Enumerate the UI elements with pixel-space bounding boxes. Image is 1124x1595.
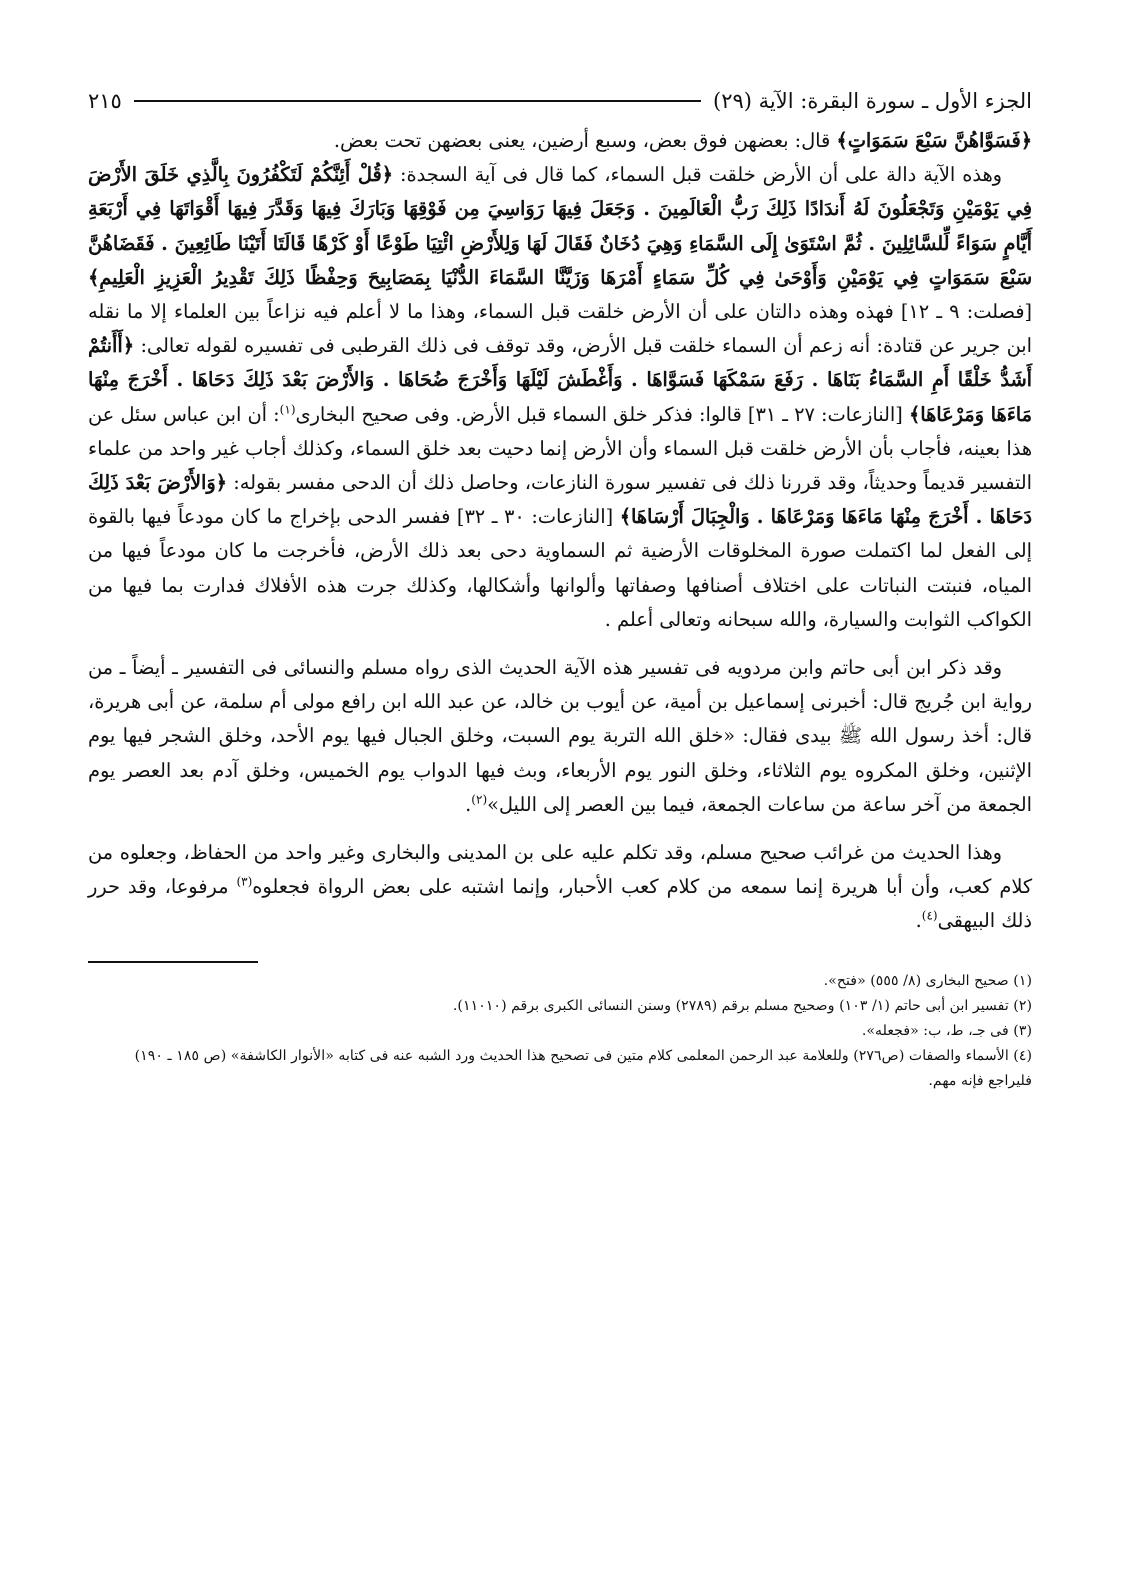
quran-verse: ﴿قُلْ أَئِنَّكُمْ لَتَكْفُرُونَ بِالَّذِي خَلَقَ الأَرْضَ فِي يَوْمَيْنِ وَتَجْعَلُونَ لَهُ أَندَادًا ذَلِكَ رَبُّ الْعَالَمِينَ . وَجَعَلَ فِيهَا رَوَاسِيَ مِن فَوْقِهَا وَبَارَكَ فِيهَا وَقَدَّرَ فِيهَا أَقْوَاتَهَا فِي أَرْبَعَةِ أَيَّامٍ سَوَاءً لِّلسَّائِلِينَ . ثُمَّ اسْتَوَىٰ إِلَى السَّمَاءِ وَهِيَ دُخَانٌ فَقَالَ لَهَا وَلِلأَرْضِ ائْتِيَا طَوْعًا أَوْ كَرْهًا قَالَتَا أَتَيْنَا طَائِعِينَ . فَقَضَاهُنَّ سَبْعَ سَمَوَاتٍ فِي يَوْمَيْنِ وَأَوْحَىٰ فِي كُلِّ سَمَاءٍ أَمْرَهَا وَزَيَّنَّا السَّمَاءَ الدُّنْيَا بِمَصَابِيحَ وَحِفْظًا ذَلِكَ تَقْدِيرُ الْعَزِيزِ الْعَلِيمِ﴾ [88, 163, 1032, 289]
quran-verse: ﴿وَالأَرْضَ بَعْدَ ذَلِكَ دَحَاهَا . أَخْرَجَ مِنْهَا مَاءَهَا وَمَرْعَاهَا . وَالْجِبَالَ أَرْسَاهَا﴾ [88, 471, 1032, 529]
text-run: وقد ذكر ابن أبى حاتم وابن مردويه فى تفسير هذه الآية الحديث الذى رواه مسلم والنسائى فى التفسير ـ أيضاً ـ من رواية ابن جُريج قال: أخبرنى إسماعيل بن أمية، عن أيوب بن خالد، عن عبد الله ابن رافع مولى أم سلمة، عن أبى هريرة، قال: أخذ رسول الله ﷺ بيدى فقال: «خلق الله التربة يوم السبت، وخلق الجبال فيها يوم الأحد، وخلق الشجر فيها يوم الإثنين، وخلق المكروه يوم الثلاثاء، وخلق النور يوم الأربعاء، وبث فيها الدواب يوم الخميس، وخلق آدم بعد العصر يوم الجمعة من آخر ساعة من ساعات الجمعة، فيما بين العصر إلى الليل» [88, 656, 1032, 816]
footnote-2: (٢) تفسير ابن أبى حاتم (١/ ١٠٣) وصحيح مسلم برقم (٢٧٨٩) وسنن النسائى الكبرى برقم (١١٠١٠). [452, 997, 1032, 1014]
text-run: . [465, 792, 472, 816]
text-run: مرفوعا، وقد حرر ذلك البيهقى [88, 875, 1032, 933]
text-run: [فصلت: ٩ ـ ١٢] فهذه وهذه دالتان على أن الأرض خلقت قبل السماء، وهذا ما لا أعلم فيه نزاعاً بين العلماء إلا ما نقله ابن جرير عن قتادة: أنه زعم أن السماء خلقت قبل الأرض، وقد توقف فى ذلك القرطبى فى تفسيره لقوله تعالى: [88, 300, 1032, 358]
text-run: . [915, 909, 922, 933]
paragraph [88, 836, 1032, 939]
quran-verse: ﴿فَسَوَّاهُنَّ سَبْعَ سَمَوَاتٍ﴾ [836, 129, 1032, 152]
footnote-separator [88, 961, 258, 963]
text-run: وهذا الحديث من غرائب صحيح مسلم، وقد تكلم عليه على بن المدينى والبخارى وغير واحد من الحفاظ، وجعلوه من كلام كعب، وأن أبا هريرة إنما سمعه من كلام كعب الأحبار، وإنما اشتبه على بعض الرواة فجعلوه [88, 841, 1033, 899]
paragraph [88, 651, 1032, 822]
text-run: قال: بعضهن فوق بعض، وسبع أرضين، يعنى بعضهن تحت بعض. [333, 129, 837, 152]
text-run: وهذه الآية دالة على أن الأرض خلقت قبل السماء، كما قال فى آية السجدة: [392, 163, 1002, 187]
running-header [88, 86, 1032, 116]
header-rule [134, 100, 701, 102]
footnote-marker: (١) [279, 402, 296, 417]
text-run: : أن ابن عباس سئل عن هذا بعينه، فأجاب بأن الأرض خلقت قبل السماء وأن الأرض إنما دحيت بعد خلق السماء، وكذلك أجاب غير واحد من علماء التفسير قديماً وحديثاً، وقد قررنا ذلك فى تفسير سورة النازعات، وحاصل ذلك أن الدحى مفسر بقوله: [88, 402, 1033, 495]
footnote-1: (١) صحيح البخارى (٨/ ٥٥٥) «فتح». [823, 972, 1032, 989]
page-number: ٢١٥ [88, 89, 122, 113]
footnote-marker: (٤) [921, 909, 938, 924]
quran-verse: ﴿أَأَنتُمْ أَشَدُّ خَلْقًا أَمِ السَّمَاءُ بَنَاهَا . رَفَعَ سَمْكَهَا فَسَوَّاهَا . وَأَغْطَشَ لَيْلَهَا وَأَخْرَجَ ضُحَاهَا . وَالأَرْضَ بَعْدَ ذَلِكَ دَحَاهَا . أَخْرَجَ مِنْهَا مَاءَهَا وَمَرْعَاهَا﴾ [88, 334, 1032, 426]
footnote-3: (٣) فى جـ، ط، ب: «فجعله». [861, 1022, 1032, 1039]
text-run: [النازعات: ٢٧ ـ ٣١] قالوا: فذكر خلق السماء قبل الأرض. وفى صحيح البخارى [295, 402, 909, 426]
paragraph [88, 124, 1032, 158]
text-run: [النازعات: ٣٠ ـ ٣٢] ففسر الدحى بإخراج ما كان مودعاً فيها بالقوة إلى الفعل لما اكتملت صورة المخلوقات الأرضية ثم السماوية دحى بعد ذلك الأرض، فأخرجت ما كان مودعاً فيها من المياه، فنبتت النباتات على اختلاف أصنافها وصفاتها وألوانها وأشكالها، وكذلك جرت هذه الأفلاك فدارت بما فيها من الكواكب الثوابت والسيارة، والله سبحانه وتعالى أعلم . [88, 505, 1032, 631]
footnotes [88, 969, 1032, 1094]
paragraph [88, 158, 1032, 637]
footnote-marker: (٢) [471, 792, 488, 807]
footnote-4: (٤) الأسماء والصفات (ص٢٧٦) وللعلامة عبد الرحمن المعلمى كلام متين فى تصحيح هذا الحديث ورد الشبه عنه فى كتابه «الأنوار الكاشفة» (ص ١٨٥ ـ ١٩٠) فليراجع فإنه مهم. [134, 1047, 1032, 1089]
book-page [88, 86, 1032, 1595]
footnote-marker: (٣) [236, 874, 253, 889]
header-title: الجزء الأول ـ سورة البقرة: الآية (٢٩) [713, 89, 1032, 113]
body-text [88, 124, 1032, 939]
